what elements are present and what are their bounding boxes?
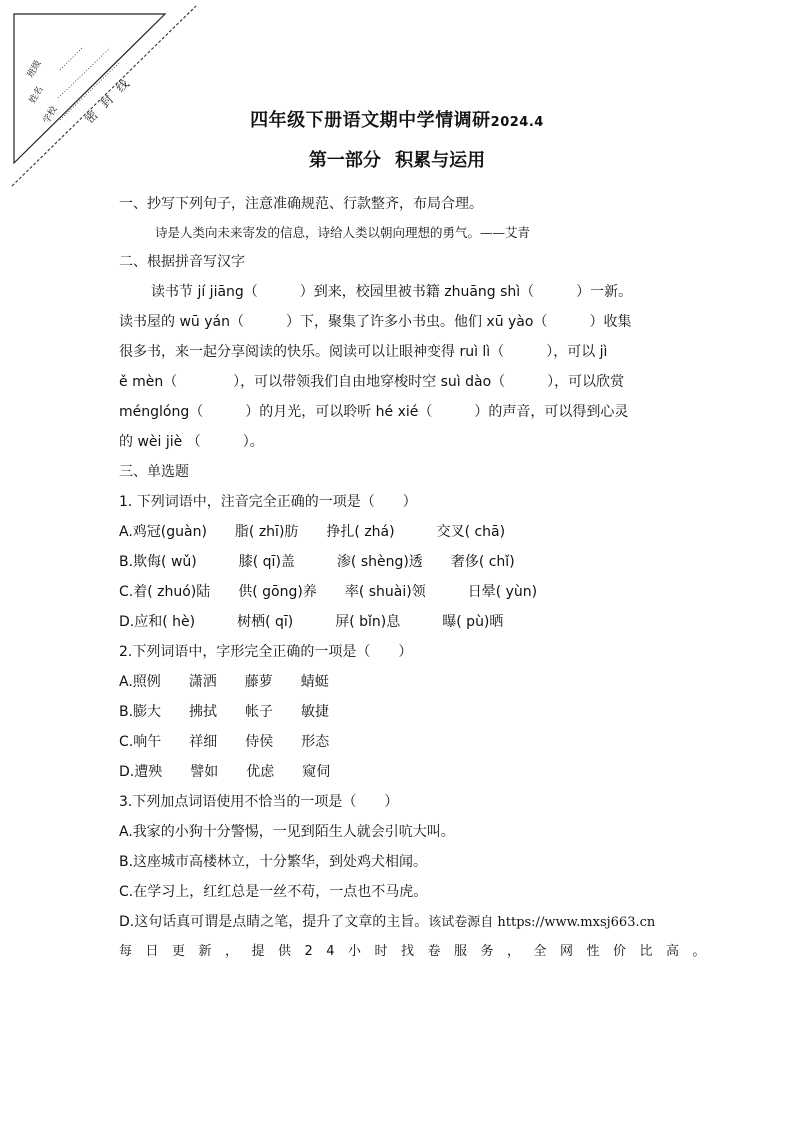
part-heading [0, 146, 794, 172]
question-option: D.这句话真可谓是点睛之笔，提升了文章的主旨。 [119, 914, 429, 930]
question-option: A.鸡冠(guàn) 脂( zhī)肪 挣扎( zhá) 交叉( chā) [119, 524, 506, 540]
service-ad: 每日更新，提供24小时找卷服务，全网性价比高。 [119, 944, 720, 959]
question-option: D.应和( hè) 树栖( qī) 屏( bǐn)息 曝( pù)晒 [119, 614, 504, 630]
name-label: 姓名 [27, 84, 46, 106]
section2-heading: 二、根据拼音写汉字 [119, 254, 245, 270]
question-option: B.这座城市高楼林立，十分繁华，到处鸡犬相闻。 [119, 854, 428, 870]
part-subtitle: 积累与运用 [395, 150, 486, 171]
title-text: 四年级下册语文期中学情调研 [250, 110, 491, 131]
question-option-with-ad [119, 907, 679, 937]
pinyin-line: ě mèn（ ），可以带领我们自由地穿梭时空 suì dào（ ），可以欣赏 [119, 374, 625, 390]
source-ad: 该试卷源自 https://www.mxsj663.cn [428, 915, 656, 930]
question-stem: 1. 下列词语中，注音完全正确的一项是（ ） [119, 494, 417, 510]
question-option: C.响午 祥细 侍侯 形态 [119, 734, 330, 750]
question-option: C.在学习上，红红总是一丝不苟，一点也不马虎。 [119, 884, 428, 900]
pinyin-line: 很多书，来一起分享阅读的快乐。阅读可以让眼神变得 ruì lì（ ），可以 jì [119, 344, 608, 360]
class-label: 班级 [25, 58, 44, 80]
title-year: 2024.4 [490, 115, 544, 130]
seal-line-text: 密封线 [82, 69, 139, 127]
pinyin-line: 读书屋的 wū yán（ ）下，聚集了许多小书虫。他们 xū yào（ ）收集 [119, 314, 632, 330]
pinyin-line: 读书节 jí jiāng（ ）到来，校园里被书籍 zhuāng shì（ ）一新。 [151, 284, 633, 300]
question-option: A.我家的小狗十分警惕，一见到陌生人就会引吭大叫。 [119, 824, 455, 840]
part-title: 第一部分 [308, 150, 381, 171]
question-option: B.膨大 拂拭 帐子 敏捷 [119, 704, 330, 720]
pinyin-line: 的 wèi jiè （ ）。 [119, 434, 264, 450]
copy-quote: 诗是人类向未来寄发的信息，诗给人类以朝向理想的勇气。——艾青 [155, 225, 531, 240]
section3-heading: 三、单选题 [119, 464, 189, 480]
exam-content [119, 189, 720, 967]
school-label: 学校 [41, 104, 60, 126]
question-option: C.着( zhuó)陆 供( gōng)养 率( shuài)领 日晕( yùn) [119, 584, 538, 600]
page-title [0, 106, 794, 132]
question-option: A.照例 潇洒 藤萝 蜻蜓 [119, 674, 329, 690]
question-option: D.遭殃 譬如 优虑 窥伺 [119, 764, 331, 780]
question-stem: 2.下列词语中，字形完全正确的一项是（ ） [119, 644, 413, 660]
section1-heading: 一、抄写下列句子，注意准确规范、行款整齐，布局合理。 [119, 196, 483, 212]
question-stem: 3.下列加点词语使用不恰当的一项是（ ） [119, 794, 399, 810]
pinyin-line: ménglóng（ ）的月光，可以聆听 hé xié（ ）的声音，可以得到心灵 [119, 404, 629, 420]
question-option: B.欺侮( wǔ) 膝( qī)盖 渗( shèng)透 奢侈( chǐ) [119, 554, 515, 570]
